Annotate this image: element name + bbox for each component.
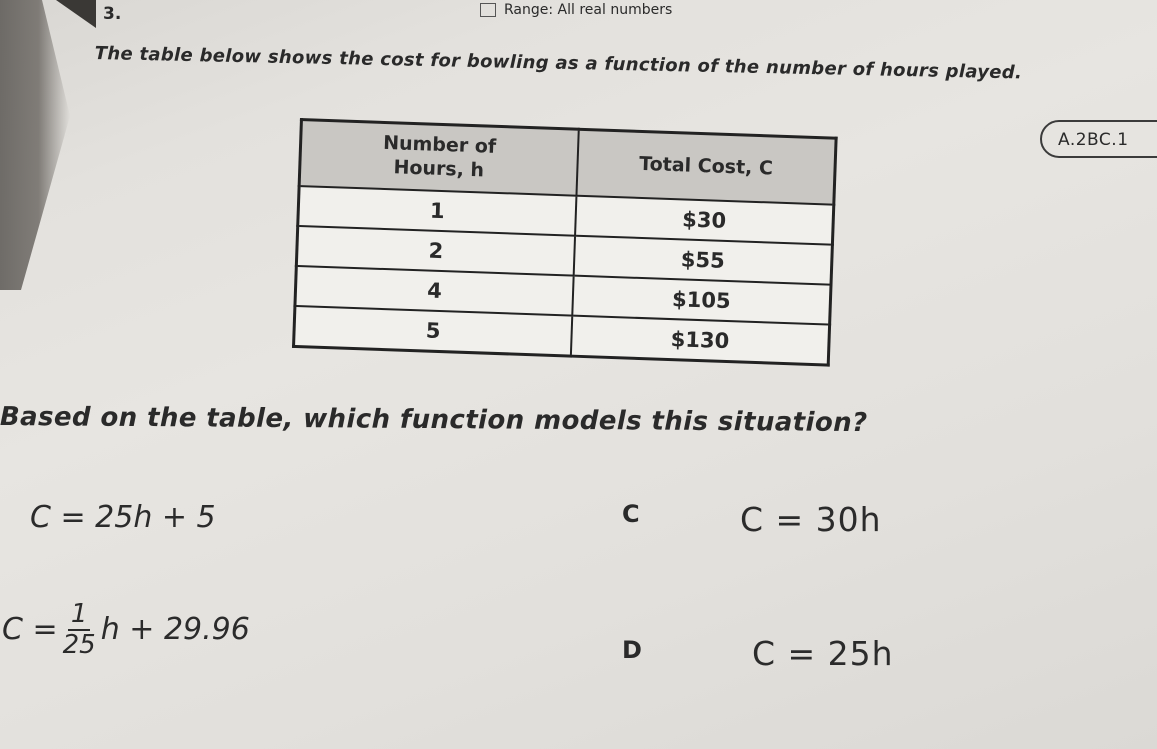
cost-table-container [292, 118, 838, 367]
hours-cell: 4 [295, 266, 574, 316]
choice-b-equation[interactable] [2, 600, 250, 659]
choice-c-letter: C [622, 500, 640, 528]
choice-c-equation[interactable]: C = 30h [740, 500, 882, 539]
question-prompt: The table below shows the cost for bowling as a function of the number of hours played. [94, 42, 1023, 84]
choice-b-rhs: h + 29.96 [100, 612, 250, 648]
choice-b-lhs: C = [2, 612, 58, 648]
hours-cell: 5 [294, 306, 573, 356]
desk-corner-shadow [56, 0, 96, 28]
hours-cell: 2 [296, 226, 575, 276]
range-text: Range: All real numbers [504, 2, 673, 18]
desk-edge-shadow [0, 0, 70, 290]
cost-cell: $130 [571, 316, 830, 365]
choice-b-fraction [60, 600, 99, 659]
previous-answer-range [480, 2, 672, 18]
hours-cell: 1 [298, 186, 577, 236]
header-cost: Total Cost, C [576, 129, 836, 204]
checkbox-icon [480, 3, 496, 17]
standard-tag: A.2BC.1 [1040, 120, 1157, 158]
fraction-denominator: 25 [62, 629, 96, 660]
cost-cell: $30 [575, 196, 834, 245]
header-hours: Number of Hours, h [299, 120, 579, 196]
choice-d-equation[interactable]: C = 25h [752, 634, 894, 673]
cost-cell: $55 [574, 236, 833, 285]
fraction-numerator: 1 [68, 600, 91, 631]
cost-table [292, 118, 838, 367]
choice-a-equation[interactable]: C = 25h + 5 [30, 500, 216, 535]
choice-d-letter: D [622, 636, 642, 664]
question-number: 3. [103, 4, 122, 24]
cost-cell: $105 [572, 276, 831, 325]
question-text: Based on the table, which function models this situation? [0, 402, 868, 439]
